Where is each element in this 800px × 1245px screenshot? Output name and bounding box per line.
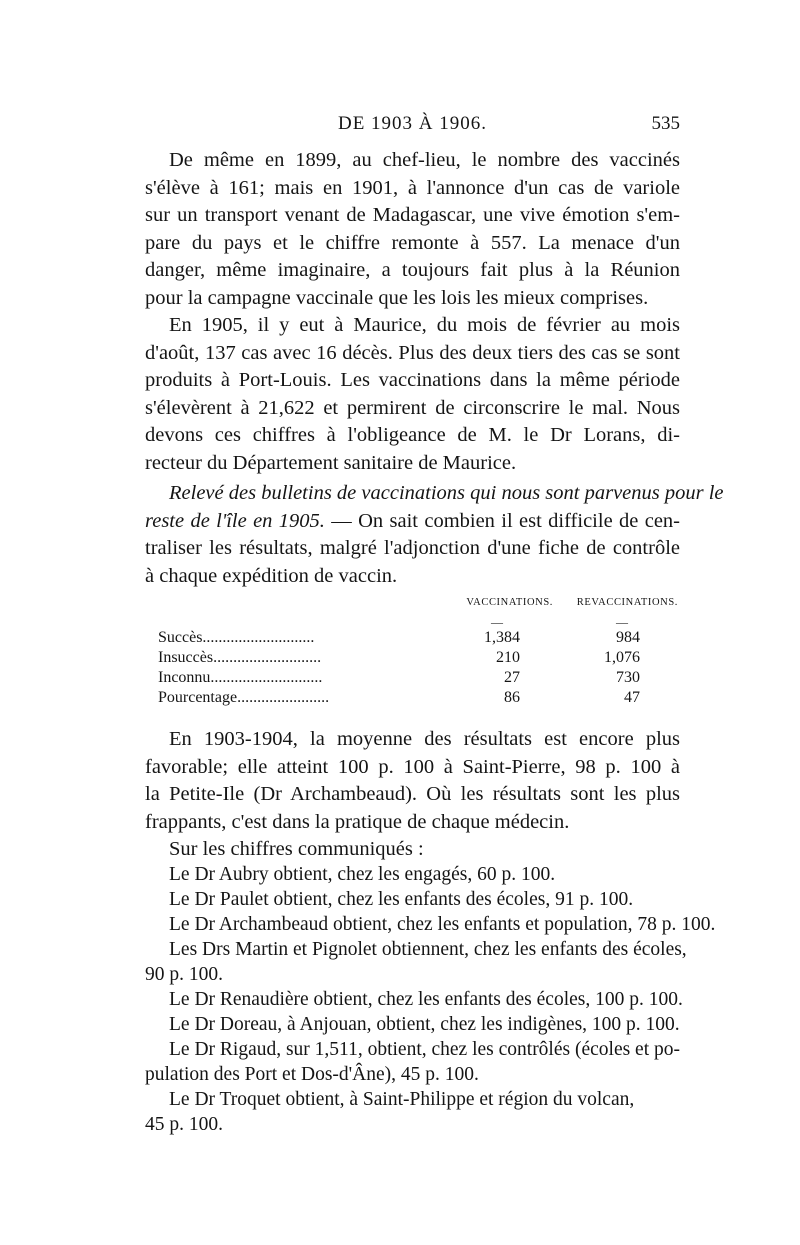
table-row: [158, 669, 678, 689]
dash: —: [616, 615, 628, 629]
list-item: Le Dr Doreau, à Anjouan, obtient, chez les indigènes, 100 p. 100.: [169, 1014, 680, 1035]
paragraph-maurice: [145, 312, 680, 477]
italic-heading-line: reste de l'île en 1905.: [145, 509, 325, 532]
text-line: — On sait combien il est difficile de cen-: [324, 509, 680, 532]
list-item: Le Dr Renaudière obtient, chez les enfants des écoles, 100 p. 100.: [169, 989, 683, 1010]
vaccinations-value: 86: [504, 689, 520, 706]
paragraph-vaccination-reunion: [145, 147, 680, 312]
paragraph-bulletins: [145, 480, 724, 590]
text-line: En 1903-1904, la moyenne des résultats est encore plus: [169, 728, 680, 750]
italic-heading-line: Relevé des bulletins de vaccinations qui nous sont parvenus pour le: [169, 482, 724, 504]
list-item: Le Dr Aubry obtient, chez les engagés, 60 p. 100.: [169, 864, 556, 885]
text-line: recteur du Département sanitaire de Maurice.: [145, 451, 517, 474]
text-line: favorable; elle atteint 100 p. 100 à Saint-Pierre, 98 p. 100 à: [145, 755, 680, 778]
column-header-revaccinations: REVACCINATIONS.: [576, 597, 678, 608]
revaccinations-value: 730: [616, 669, 640, 686]
text-line: sur un transport venant de Madagascar, une vive émotion s'em-: [145, 204, 680, 226]
list-item: Le Dr Rigaud, sur 1,511, obtient, chez les contrôlés (écoles et po-: [169, 1039, 680, 1060]
running-title: DE 1903 À 1906.: [337, 113, 488, 134]
text-line: danger, même imaginaire, a toujours fait plus à la Réunion: [145, 259, 680, 281]
revaccinations-value: 1,076: [604, 649, 640, 666]
text-line: frappants, c'est dans la pratique de chaque médecin.: [145, 810, 570, 833]
text-line: traliser les résultats, malgré l'adjonction d'une fiche de contrôle: [145, 537, 680, 559]
vaccinations-value: 27: [504, 669, 520, 686]
list-item: Le Dr Archambeaud obtient, chez les enfants et population, 78 p. 100.: [169, 914, 716, 935]
text-line: à chaque expédition de vaccin.: [145, 564, 398, 587]
row-label: Inconnu............................: [158, 669, 323, 686]
text-line: d'août, 137 cas avec 16 décès. Plus des deux tiers des cas se sont: [145, 341, 680, 364]
vaccinations-value: 210: [496, 649, 520, 666]
text-line: pour la campagne vaccinale que les lois les mieux comprises.: [145, 286, 649, 309]
text-line: la Petite-Ile (Dr Archambeaud). Où les résultats sont les plus: [145, 783, 680, 805]
text-line: produits à Port-Louis. Les vaccinations dans la même période: [145, 369, 680, 391]
text-line: Sur les chiffres communiqués :: [169, 838, 424, 860]
text-line: pare du pays et le chiffre remonte à 557. La menace d'un: [145, 231, 680, 254]
row-label: Succès............................: [158, 629, 315, 646]
table-row: [158, 649, 678, 669]
doctor-results-list: [145, 862, 716, 1137]
revaccinations-value: 984: [616, 629, 640, 646]
page-number: 535: [651, 113, 680, 134]
table-dash-row: [158, 615, 678, 629]
list-item-continuation: 90 p. 100.: [145, 964, 223, 985]
text-line: devons ces chiffres à l'obligeance de M. le Dr Lorans, di-: [145, 424, 680, 446]
revaccinations-value: 47: [624, 689, 640, 706]
column-header-vaccinations: VACCINATIONS.: [466, 597, 553, 608]
table-row: [158, 689, 678, 709]
list-item-continuation: pulation des Port et Dos-d'Âne), 45 p. 100.: [145, 1064, 479, 1085]
row-label: Insuccès...........................: [158, 649, 322, 666]
list-item: Le Dr Paulet obtient, chez les enfants des écoles, 91 p. 100.: [169, 889, 634, 910]
list-item-continuation: 45 p. 100.: [145, 1114, 223, 1135]
text-line: s'élève à 161; mais en 1901, à l'annonce d'un cas de variole: [145, 176, 680, 199]
text-line: De même en 1899, au chef-lieu, le nombre des vaccinés: [169, 149, 680, 171]
table-header: [158, 597, 678, 615]
table-row: [158, 629, 678, 649]
row-label: Pourcentage.......................: [158, 689, 330, 706]
vaccinations-value: 1,384: [484, 629, 520, 646]
running-header: [145, 113, 680, 139]
list-item: Le Dr Troquet obtient, à Saint-Philippe et région du volcan,: [169, 1089, 635, 1110]
dash: —: [491, 615, 503, 629]
text-line: En 1905, il y eut à Maurice, du mois de février au mois: [169, 314, 680, 336]
paragraph-results-1903-1904: [145, 726, 680, 864]
text-line: s'élevèrent à 21,622 et permirent de circonscrire le mal. Nous: [145, 396, 680, 419]
vaccination-table: [158, 597, 678, 709]
list-item: Les Drs Martin et Pignolet obtiennent, chez les enfants des écoles,: [169, 939, 687, 960]
